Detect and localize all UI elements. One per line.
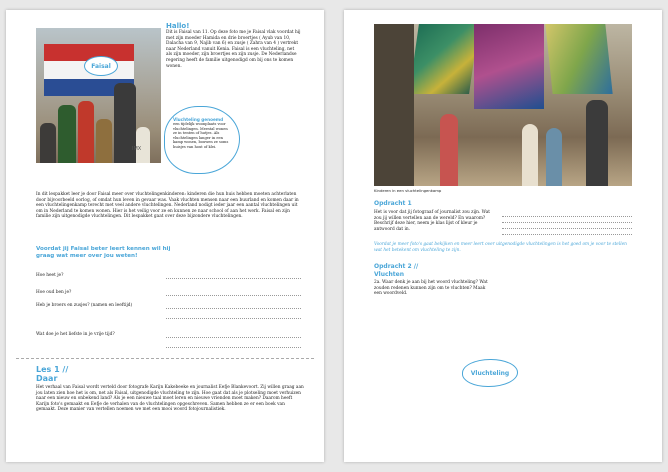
photo-stamp: IMX bbox=[132, 146, 142, 152]
answer-line[interactable] bbox=[166, 308, 301, 309]
answer-line[interactable] bbox=[502, 222, 632, 223]
question-4: Wat doe je het liefste in je vrije tijd? bbox=[36, 332, 115, 337]
word-cloud[interactable] bbox=[462, 359, 518, 387]
cloud-word: Vluchteling bbox=[470, 369, 510, 377]
opdracht2-heading: Opdracht 2 // bbox=[374, 263, 419, 270]
answer-line[interactable] bbox=[166, 318, 301, 319]
definition-bubble bbox=[164, 106, 240, 174]
camp-photo bbox=[374, 24, 632, 186]
definition-text: een tijdelijk woonplaats voor vluchtelingen. Meestal wonen ze in tenten of hutjes. Als vluchtelingen langer in een kamp wonen, bouwen ze soms huisjes van hout of klei. bbox=[173, 122, 229, 149]
definition-heading: Vluchteling genoemd bbox=[173, 117, 224, 122]
opdracht1-text: Het is voor dat jij fotograaf of journalist zou zijn. Wat zou jij willen vertellen aan de wereld? En waarom? Beschrijf deze hier, neem je klas lijst of kleur je antwoord dat in. bbox=[374, 210, 490, 232]
answer-line[interactable] bbox=[166, 278, 301, 279]
intro-body-text: In dit lespakket leer je door Faisal meer over vluchtelingenkinderen: kinderen die hun huis hebben moeten achterlaten door bijvoorbeeld oorlog, of omdat hun leven in gevaar was. Vaak vluchten mensen naar een buurland en komen daar in een vluchtelingenkamp terecht met veel andere vluchtelingen. Nederland nodigt ieder jaar een aantal vluchtelingen uit om in Nederland te komen wonen. Hier is het veilig voor ze en kunnen ze naar school of aan het werk. Faisal en zijn familie zijn uitgenodigde vluchtelingen. Dit lespakket gaat over deze bijzondere vluchtelingen. bbox=[36, 192, 299, 220]
answer-line[interactable] bbox=[166, 347, 301, 348]
photo-caption: Kinderen in een vluchtelingenkamp bbox=[374, 188, 442, 193]
opdracht2-text: 2a. Waar denk je aan bij het woord vluchteling? Wat zouden redenen kunnen zijn om te vluchten? Maak een woordveld. bbox=[374, 280, 488, 297]
answer-line[interactable] bbox=[166, 337, 301, 338]
answer-line[interactable] bbox=[502, 216, 632, 217]
les-heading: Les 1 // bbox=[36, 365, 69, 374]
les-subheading: Daar bbox=[36, 374, 58, 383]
left-page bbox=[6, 10, 324, 462]
intro-text: Dit is Faisal van 11. Op deze foto me je Faisal vlak voordat hij met zijn moeder Hamida en drie broertjes ( Ayub van 10, Dalacha van 9, Najib van 6) en zusje ( Zahra van 4 ) vertrekt naar Nederland vanuit Kenia. Faisal is een vluchteling, net als zijn moeder, zijn broertjes en zijn zusje. De Nederlandse regering heeft de familie uitgenodigd om bij ons te komen wonen. bbox=[166, 30, 301, 69]
tip-text: Voordat je meer foto's gaat bekijken en meer leert over uitgenodigde vluchtelingen is het goed om je voor te stellen wat het betekent om vluchteling te zijn. bbox=[374, 242, 627, 253]
answer-line[interactable] bbox=[502, 228, 632, 229]
hallo-heading: Hallo! bbox=[166, 22, 190, 30]
les-text: Het verhaal van Faisal wordt verteld door fotografe Karijn Kakebeeke en journalist Eefje Blankevoort. Zij willen graag aan jou laten zien hoe het is om, net als Faisal, uitgenodigde vluchteling te zijn. Hoe gaat dat als je plotseling moet verhuizen naar een nieuw en onbekend land? Als je een nieuwe taal moet leren en nieuwe vrienden moet maken? Daarom heeft Karijn foto's gemaakt en Eefje de verhalen van de vluchtelingen opgeschreven. Samen hebben ze er een boek van gemaakt. Deze manier van vertellen noemen we met een mooi woord fotojournalistiek. bbox=[36, 385, 304, 413]
photo-name-label: Faisal bbox=[91, 62, 111, 70]
question-3: Heb je broers en zusjes? (namen en leeftijd) bbox=[36, 303, 133, 308]
question-2: Hoe oud ben je? bbox=[36, 290, 72, 295]
questions-heading: Voordat jij Faisal beter leert kennen wil hij graag wat meer over jou weten! bbox=[36, 246, 171, 259]
opdracht2-subheading: Vluchten bbox=[374, 271, 405, 278]
family-photo bbox=[36, 28, 161, 163]
answer-line[interactable] bbox=[166, 295, 301, 296]
opdracht1-heading: Opdracht 1 bbox=[374, 200, 412, 207]
right-page bbox=[344, 10, 662, 462]
answer-line[interactable] bbox=[502, 234, 632, 235]
section-divider bbox=[16, 358, 314, 359]
question-1: Hoe heet je? bbox=[36, 273, 64, 278]
